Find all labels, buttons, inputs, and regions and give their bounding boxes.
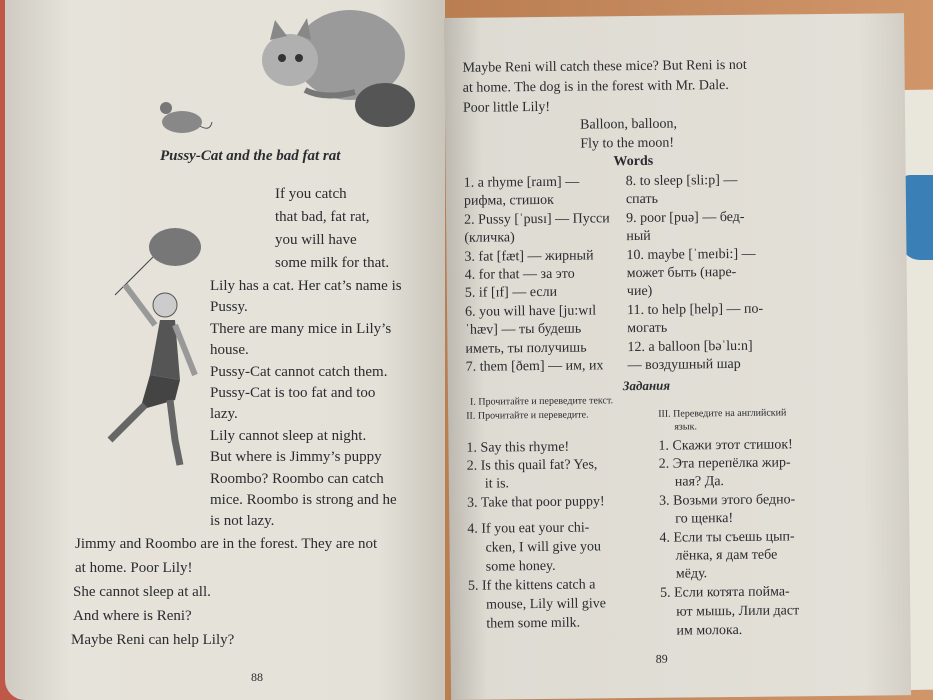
text-line: There are many mice in Lily’s [210, 320, 392, 337]
text-line: Lily cannot sleep at night. [210, 427, 367, 444]
poem-line: some milk for that. [275, 255, 390, 271]
vocab-line: рифма, стишок [463, 193, 554, 210]
exercise-line: 2. Is this quail fat? Yes, [466, 457, 598, 474]
exercise-line: 1. Say this rhyme! [466, 439, 570, 456]
vocab-line: 8. to sleep [sli:p] — [625, 172, 738, 190]
vocab-line: — воздушный шар [627, 356, 741, 374]
exercise-line: 5. Если котята пойма- [659, 584, 790, 601]
exercise-line: ная? Да. [674, 474, 725, 490]
vocab-line: 7. them [ðem] — им, их [465, 358, 604, 375]
exercise-line: 5. If the kittens catch a [467, 577, 596, 594]
poem-line: that bad, fat rat, [275, 209, 370, 225]
exercise-line: ют мышь, Лили даст [676, 603, 800, 620]
text-line: house. [210, 342, 249, 359]
vocab-line: 4. for that — за это [464, 266, 575, 283]
page-number: 88 [251, 670, 263, 684]
vocab-line: 10. maybe [ˈmeɪbi:] — [626, 246, 756, 263]
task-header: II. Прочитайте и переведите. [466, 409, 589, 422]
exercise-line: лёнка, я дам тебе [675, 547, 778, 564]
exercise-line: 2. Эта перепёлка жир- [658, 455, 791, 472]
vocab-line: 9. poor [puə] — бед- [626, 209, 745, 226]
text-line: Pussy-Cat cannot catch them. [210, 363, 388, 380]
rhyme-line: Balloon, balloon, [580, 116, 678, 133]
text-line: lazy. [210, 406, 238, 423]
text-line: Roombo? Roombo can catch [210, 470, 384, 487]
page-number: 89 [655, 651, 668, 666]
exercise-line: it is. [484, 476, 510, 492]
vocab-line: 2. Pussy [ˈpusɪ] — Пусси [464, 211, 610, 228]
exercise-line: 1. Скажи этот стишок! [658, 437, 793, 454]
task-header: язык. [674, 421, 697, 433]
cat-illustration [245, 0, 420, 135]
exercise-line: them some milk. [486, 615, 581, 632]
vocab-line: 6. you will have [ju:wɪl [465, 303, 597, 320]
text-line: Maybe Reni will catch these mice? But Reni is not [462, 57, 747, 76]
text-line: at home. The dog is in the forest with Mr. Dale. [462, 78, 729, 96]
vocab-line: чие) [626, 284, 653, 300]
exercise-line: им молока. [676, 622, 743, 639]
vocab-line: 5. if [ɪf] — если [464, 285, 558, 302]
exercise-line: cken, I will give you [485, 539, 602, 556]
vocab-line: 12. a balloon [bəˈlu:n] [627, 338, 753, 355]
text-line: is not lazy. [210, 513, 275, 530]
exercise-line: mouse, Lily will give [486, 596, 606, 613]
vocab-line: ˈhæv] — ты будешь [465, 321, 582, 338]
text-line: mice. Roombo is strong and he [210, 492, 397, 508]
vocab-line: иметь, ты получишь [465, 340, 587, 357]
text-line: Lily has a cat. Her cat’s name is [210, 278, 402, 294]
text-line: Pussy-Cat is too fat and too [210, 385, 376, 401]
text-line: Poor little Lily! [462, 99, 551, 116]
exercise-line: some honey. [485, 558, 556, 575]
text-line: And where is Reni? [73, 608, 192, 624]
vocab-line: может быть (наре- [626, 264, 737, 282]
exercise-line: 4. Если ты съешь цып- [659, 529, 795, 546]
vocab-line: 3. fat [fæt] — жирный [464, 248, 594, 265]
text-line: at home. Poor Lily! [75, 560, 193, 576]
exercise-line: го щенка! [675, 511, 734, 527]
mouse-illustration [150, 92, 215, 140]
vocab-line: (кличка) [464, 230, 515, 246]
text-line: Jimmy and Roombo are in the forest. They are not [75, 536, 378, 552]
poem-line: If you catch [275, 186, 347, 202]
exercise-line: 3. Take that poor puppy! [467, 494, 605, 511]
vocab-line: ный [626, 229, 651, 245]
vocab-line: 11. to help [help] — по- [626, 301, 764, 318]
story-caption: Pussy-Cat and the bad fat rat [160, 148, 341, 164]
vocab-line: спать [625, 192, 659, 208]
text-line: But where is Jimmy’s puppy [210, 449, 382, 466]
text-line: Pussy. [210, 299, 248, 316]
task-header: III. Переведите на английский [658, 407, 787, 420]
poem-line: you will have [275, 232, 357, 248]
right-page [444, 13, 911, 700]
text-line: Maybe Reni can help Lily? [71, 632, 235, 648]
girl-with-balloon-illustration [95, 225, 205, 475]
vocab-line: могать [627, 320, 668, 337]
exercise-line: 3. Возьми этого бедно- [658, 492, 796, 509]
tasks-title: Задания [622, 377, 671, 394]
vocab-line: 1. a rhyme [raɪm] — [463, 174, 580, 191]
exercise-line: 4. If you eat your chi- [467, 520, 590, 537]
task-header: I. Прочитайте и переведите текст. [469, 395, 614, 408]
words-title: Words [613, 153, 654, 170]
exercise-line: мёду. [675, 566, 708, 582]
text-line: She cannot sleep at all. [73, 584, 211, 600]
rhyme-line: Fly to the moon! [580, 135, 675, 152]
left-page [5, 0, 445, 700]
